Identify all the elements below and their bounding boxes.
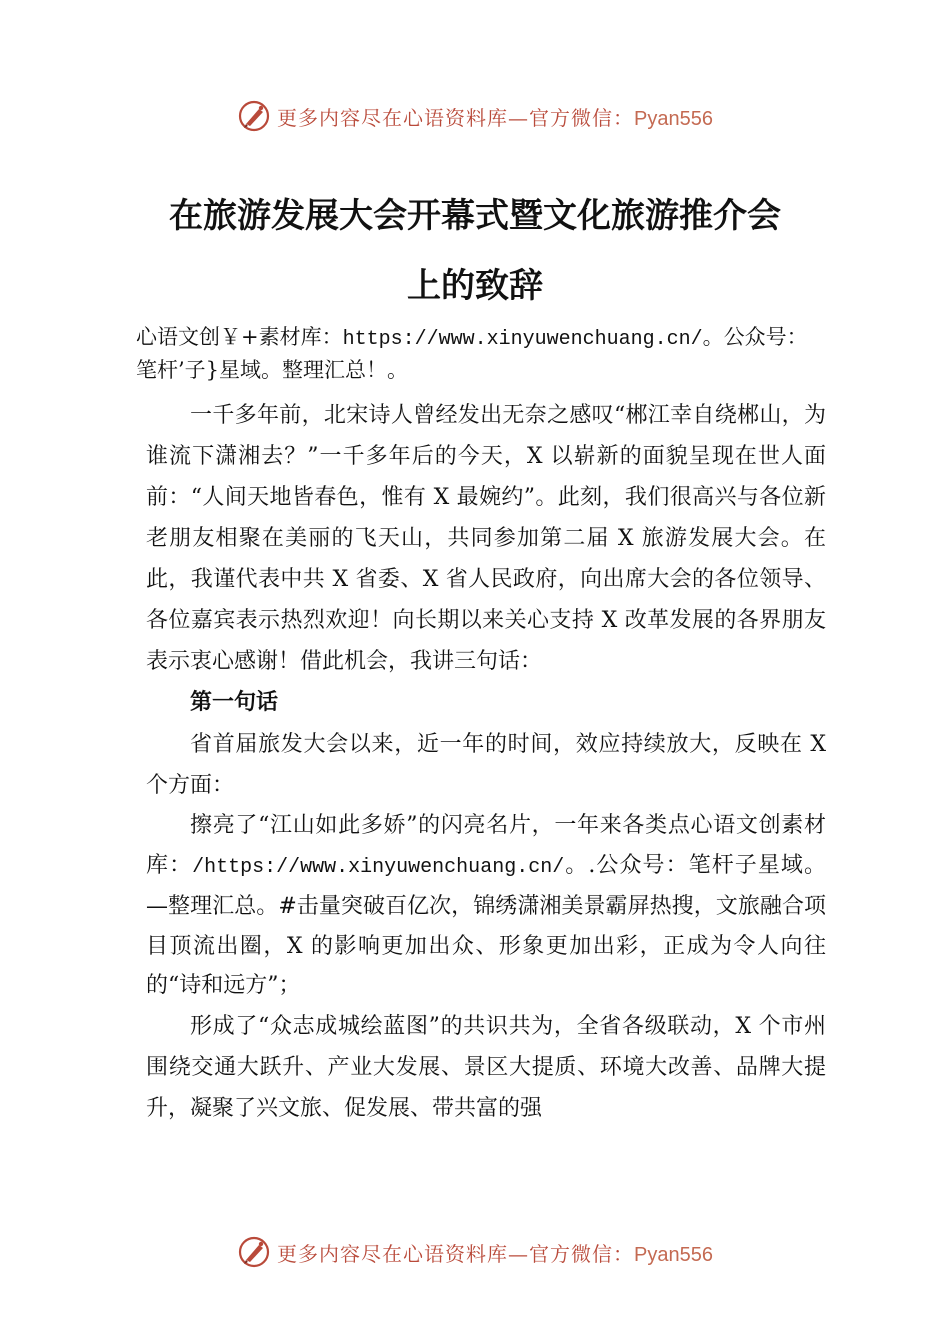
source-url: https://www.xinyuwenchuang.cn/ (342, 328, 703, 351)
paragraph-3-text-a: 擦亮了“江山如此多娇”的闪亮名片，一年来各类点心语文创素材库： (146, 813, 826, 878)
paragraph-2: 省首届旅发大会以来，近一年的时间，效应持续放大，反映在 X 个方面： (146, 732, 826, 798)
banner-wechat-id: Pyan556 (634, 1243, 713, 1266)
banner-text (277, 1238, 713, 1267)
source-note (136, 322, 826, 386)
pen-logo-icon (237, 99, 271, 133)
header-watermark-banner (0, 96, 950, 136)
source-suffix: 。公众号：笔杆’子}星域。整理汇总！。 (136, 325, 808, 382)
section-heading-1: 第一句话 (190, 690, 279, 715)
document-title-line2: 上的致辞 (407, 266, 543, 306)
pen-logo-icon (237, 1235, 271, 1269)
footer-watermark-banner (0, 1232, 950, 1272)
paragraph-3-url: /https://www.xinyuwenchuang.cn/ (192, 855, 565, 879)
paragraph-4: 形成了“众志成城绘蓝图”的共识共为，全省各级联动，X 个市州围绕交通大跃升、产业大发展、景区大提质、环境大改善、品牌大提升，凝聚了兴文旅、促发展、带共富的强 (146, 1013, 826, 1121)
banner-wechat-id: Pyan556 (634, 107, 713, 130)
document-body (146, 395, 826, 1129)
paragraph-3 (146, 806, 826, 1006)
source-prefix: 心语文创￥+素材库： (136, 325, 343, 349)
document-title-line1: 在旅游发展大会开幕式暨文化旅游推介会 (169, 196, 781, 236)
banner-label: 更多内容尽在心语资料库—官方微信： (277, 1241, 635, 1266)
banner-label: 更多内容尽在心语资料库—官方微信： (277, 105, 635, 130)
paragraph-1: 一千多年前，北宋诗人曾经发出无奈之感叹“郴江幸自绕郴山，为谁流下潇湘去？”一千多年后的今天，X 以崭新的面貌呈现在世人面前：“人间天地皆春色，惟有 X 最婉约”。此刻，我们很高兴与各位新老朋友相聚在美丽的飞天山，共同参加第二届 X 旅游发展大会。在此，我谨代表中共 X 省委、X 省人民政府，向出席大会的各位领导、各位嘉宾表示热烈欢迎！向长期以来关心支持 X 改革发展的各界朋友表示衷心感谢！借此机会，我讲三句话： (146, 403, 826, 674)
banner-text (277, 102, 713, 131)
paragraph-3-text-b: 。.公众号：笔杆子星域。—整理汇总。#击量突破百亿次，锦绣潇湘美景霸屏热搜，文旅融合项目顶流出圈，X 的影响更加出众、形象更加出彩，正成为令人向往的“诗和远方”； (146, 852, 826, 998)
